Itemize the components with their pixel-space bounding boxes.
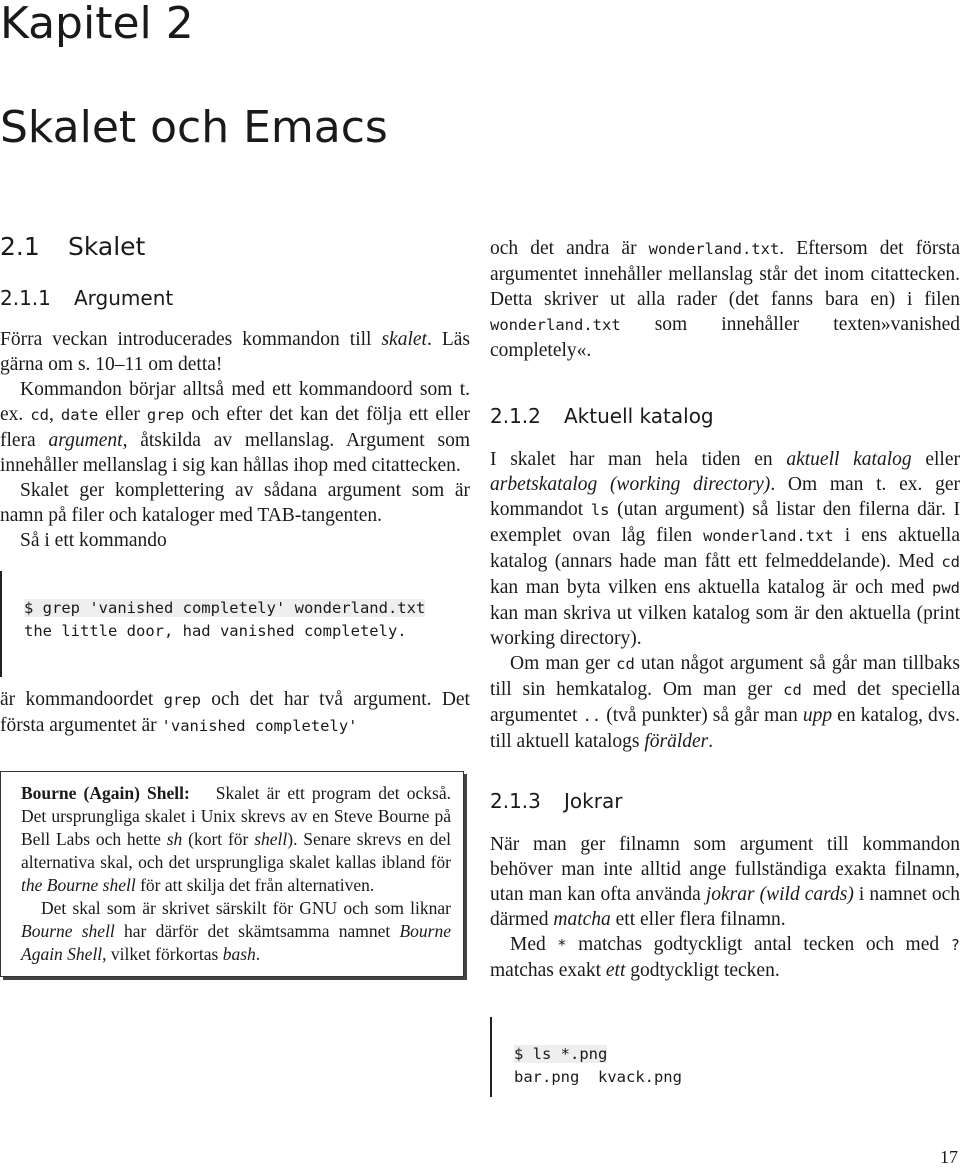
box-term: Bourne (Again) Shell: — [21, 783, 190, 803]
emphasis: Bourne shell — [21, 921, 115, 941]
emphasis: shell — [254, 829, 288, 849]
text: med det speciella argumentet — [490, 679, 960, 726]
text: ). Senare skrevs en del alternativa skal, och det ursprungliga skalet kallas ibland för — [21, 829, 451, 872]
code-line — [514, 1066, 960, 1089]
emphasis: sh — [166, 829, 183, 849]
text: matchas exakt — [490, 960, 606, 981]
text: matchas godtyckligt antal tecken och med — [566, 934, 951, 955]
code-line — [24, 620, 470, 643]
text: Med — [510, 934, 558, 955]
subsection-number: 2.1.3 — [490, 789, 541, 813]
paragraph-current-dir — [490, 447, 960, 651]
chapter-title: Skalet och Emacs — [0, 102, 388, 153]
emphasis: aktuell katalog — [786, 449, 912, 470]
code-star: * — [557, 936, 567, 954]
subsection-heading-argument — [0, 285, 470, 311]
subsection-title: Argument — [74, 286, 174, 310]
text: i ens aktuella katalog (annars hade man fått ett felmeddelande). Med — [490, 525, 960, 572]
emphasis: the Bourne shell — [21, 875, 136, 895]
text: . — [255, 944, 261, 964]
emphasis: bash — [222, 944, 256, 964]
info-box-bourne-shell — [0, 771, 464, 977]
subsection-title: Jokrar — [564, 789, 623, 813]
text: kan man skriva ut vilken katalog som är den aktuella (print working directory). — [490, 603, 960, 649]
code-cd: cd — [783, 681, 802, 699]
paragraph-second-arg — [490, 236, 960, 363]
section-title: Skalet — [68, 232, 146, 261]
text: som innehåller texten»vanished completely«. — [490, 314, 960, 361]
emphasis: matcha — [553, 909, 611, 930]
subsection-number: 2.1.1 — [0, 286, 51, 310]
code-block-ls — [490, 1017, 960, 1097]
text: eller — [98, 404, 147, 425]
text: När man ger filnamn som argument till kommandon behöver man inte alltid ange fullständiga exakta filnamn, utan man kan ofta använda — [490, 834, 960, 905]
text: . Om man t. ex. ger kommandot — [490, 474, 960, 520]
code-dotdot: .. — [582, 707, 602, 725]
code-command: $ ls *.png — [514, 1045, 608, 1063]
box-paragraph — [21, 897, 451, 966]
text: Det skal som är skrivet särskilt för GNU och som liknar — [41, 898, 451, 918]
left-column — [0, 285, 470, 977]
code-filename: wonderland.txt — [490, 316, 621, 334]
code-cd: cd — [941, 553, 960, 571]
text: I skalet har man hela tiden en — [490, 449, 787, 470]
code-ls: ls — [590, 501, 610, 519]
text: Skalet är ett program det också. Det ursprungliga skalet i Unix skrevs av en Steve Bourne på Bell Labs och hette — [21, 783, 451, 849]
text: ett eller flera filnamn. — [610, 909, 786, 930]
text: kan man byta vilken ens aktuella katalog är och med — [490, 577, 932, 598]
paragraph-wildcard-chars — [490, 932, 960, 983]
paragraph-commands — [0, 377, 470, 478]
emphasis: förälder — [644, 731, 709, 752]
text: en katalog, dvs. till aktuell katalogs — [490, 705, 960, 752]
emphasis: jokrar (wild cards) — [705, 884, 854, 905]
emphasis: upp — [802, 705, 833, 726]
emphasis: ett — [605, 960, 626, 981]
section-heading — [0, 232, 145, 262]
emphasis: Bourne Again Shell — [21, 921, 451, 964]
code-output: bar.png kvack.png — [514, 1068, 682, 1086]
text: , — [48, 404, 61, 425]
text: . Eftersom det första argumentet innehåller mellanslag står det inom citattecken. Detta skriver ut alla rader (det fanns bara en) i filen — [490, 238, 960, 310]
emphasis: arbetskatalog (working directory) — [490, 474, 771, 495]
code-cd: cd — [616, 655, 635, 673]
text: och det andra är — [490, 238, 649, 259]
paragraph-explain — [0, 687, 470, 739]
code-line — [24, 597, 470, 620]
text: , vilket förkortas — [102, 944, 223, 964]
code-grep: grep — [163, 691, 201, 709]
code-pwd: pwd — [932, 579, 960, 597]
text: . — [708, 731, 714, 752]
paragraph-example-intro: Så i ett kommando — [20, 530, 167, 551]
text: (två punkter) så går man — [601, 705, 803, 726]
text: utan något argument så går man tillbaks till sin hemkatalog. Om man ger — [490, 653, 960, 700]
text: och det har två argument. Det första argumentet är — [0, 689, 470, 736]
page-number: 17 — [940, 1147, 958, 1167]
code-output: the little door, had vanished completely. — [24, 622, 407, 640]
emphasis: argument — [48, 430, 123, 451]
text: eller — [911, 449, 960, 470]
emphasis: skalet — [381, 329, 427, 350]
text: Om man ger — [510, 653, 617, 674]
code-filename: wonderland.txt — [648, 240, 780, 258]
text: , åtskilda av mellanslag. Argument som innehåller mellanslag i sig kan hållas ihop med citattecken. — [0, 430, 470, 476]
subsection-title: Aktuell katalog — [564, 404, 714, 428]
code-line — [514, 1043, 960, 1066]
code-filename: wonderland.txt — [703, 527, 834, 545]
subsection-heading-current-dir — [490, 403, 960, 429]
box-paragraph — [21, 782, 451, 897]
text: (kort för — [182, 829, 255, 849]
text: har därför det skämtsamma namnet — [114, 921, 400, 941]
text: för att skilja det från alternativen. — [135, 875, 375, 895]
code-question: ? — [950, 936, 960, 954]
chapter-label: Kapitel 2 — [0, 0, 194, 49]
text: och efter det kan det följa ett eller flera — [0, 404, 471, 451]
subsection-number: 2.1.2 — [490, 404, 541, 428]
paragraph-cd-usage — [490, 651, 960, 754]
code-argument: 'vanished completely' — [161, 717, 358, 735]
code-grep: grep — [146, 406, 185, 424]
subsection-heading-wildcards — [490, 788, 960, 814]
text: i namnet och därmed — [490, 884, 960, 930]
text: godtyckligt tecken. — [625, 960, 780, 981]
code-block-grep — [0, 571, 470, 677]
paragraph-wildcards — [490, 832, 960, 932]
code-date: date — [60, 406, 99, 424]
text: Kommandon börjar alltså med ett kommandoord som t. ex. — [0, 379, 470, 425]
text: Förra veckan introducerades kommandon till — [0, 329, 382, 350]
section-number: 2.1 — [0, 232, 40, 261]
text: . Läs gärna om s. 10–11 om detta! — [0, 329, 470, 375]
paragraph-intro — [0, 327, 470, 377]
code-command: $ grep 'vanished completely' wonderland.txt — [24, 599, 426, 617]
code-cd: cd — [30, 406, 49, 424]
text: (utan argument) så listar den filerna där. I exemplet ovan låg filen — [490, 499, 960, 546]
right-column — [490, 236, 960, 1097]
paragraph-completion: Skalet ger komplettering av sådana argument som är namn på filer och kataloger med TAB-tangenten. — [0, 480, 470, 526]
text: är kommandoordet — [0, 689, 164, 710]
